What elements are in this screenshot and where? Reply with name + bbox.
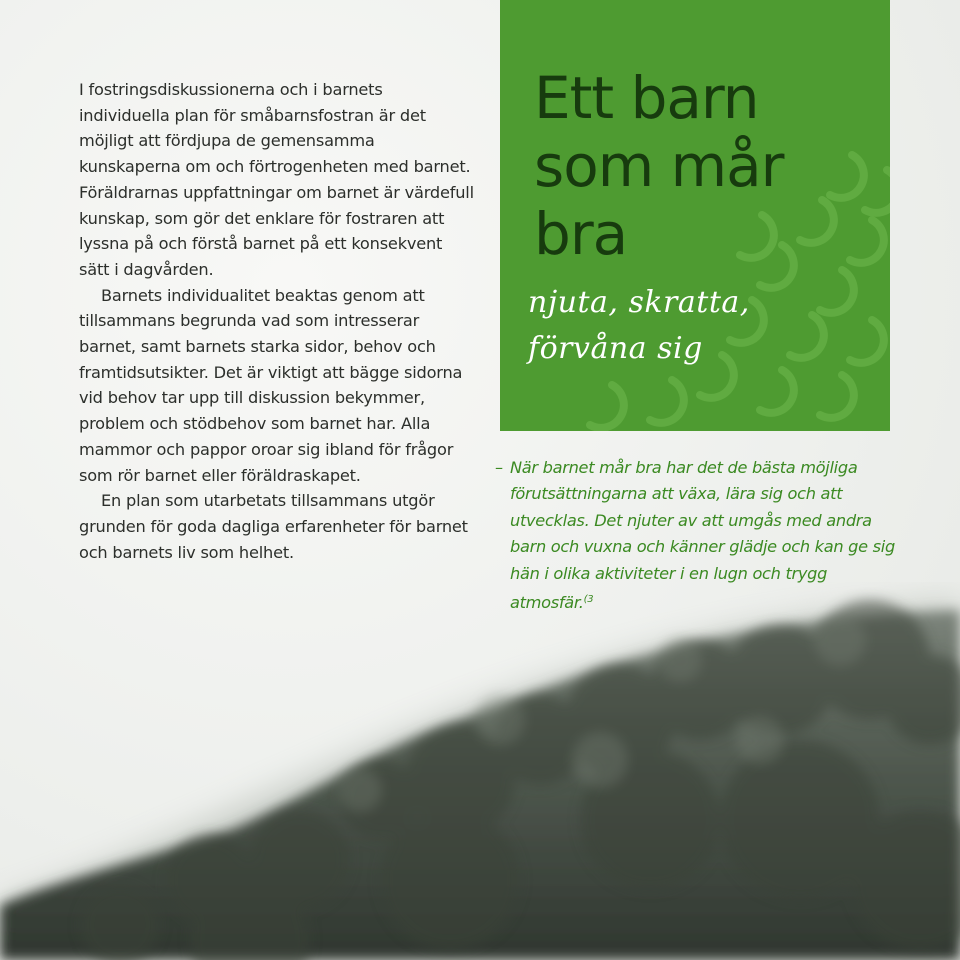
quote-text-block [510,455,905,616]
handwritten-tagline [528,280,868,372]
pull-quote [495,455,905,616]
body-paragraph: En plan som utarbetats tillsammans utgör grunden för goda dagliga erfarenheter för barnet och barnets liv som helhet. [79,491,468,562]
reference-marker: (3 [583,594,594,606]
title-line: Ett barn [534,64,759,132]
tagline-line: förvåna sig [528,331,703,366]
quote-text: När barnet mår bra har det de bästa möjliga förutsättningarna att växa, lära sig och att utvecklas. Det njuter av att umgås med andra barn och vuxna och känner glädje och kan ge sig hän i olika aktiviteter i en lugn och trygg atmosfär. [510,458,895,613]
body-paragraph: I fostringsdiskussionerna och i barnets individuella plan för småbarnsfostran är det möjligt att fördjupa de gemensamma kunskaperna om och förtrogenheten med barnet. Föräldrarnas uppfattningar om barnet är värdefull kunskap, som gör det enklare för fostraren att lyssna på och förstå barnet på ett konsekvent sätt i dagvården. [79,80,474,279]
body-paragraph: Barnets individualitet beaktas genom att tillsammans begrunda vad som intresserar barnet, samt barnets starka sidor, behov och framtidsutsikter. Det är viktigt att bägge sidorna vid behov tar upp till diskussion bekymmer, problem och stödbehov som barnet har. Alla mammor och pappor oroar sig ibland för frågor som rör barnet eller föräldraskapet. [79,285,463,485]
quote-dash: – [495,458,503,477]
body-text-column [79,77,477,565]
green-title-panel [500,0,890,431]
title-line: bra [534,200,628,268]
page-title [534,64,874,268]
tagline-line: njuta, skratta, [528,285,750,320]
title-line: som mår [534,132,784,200]
